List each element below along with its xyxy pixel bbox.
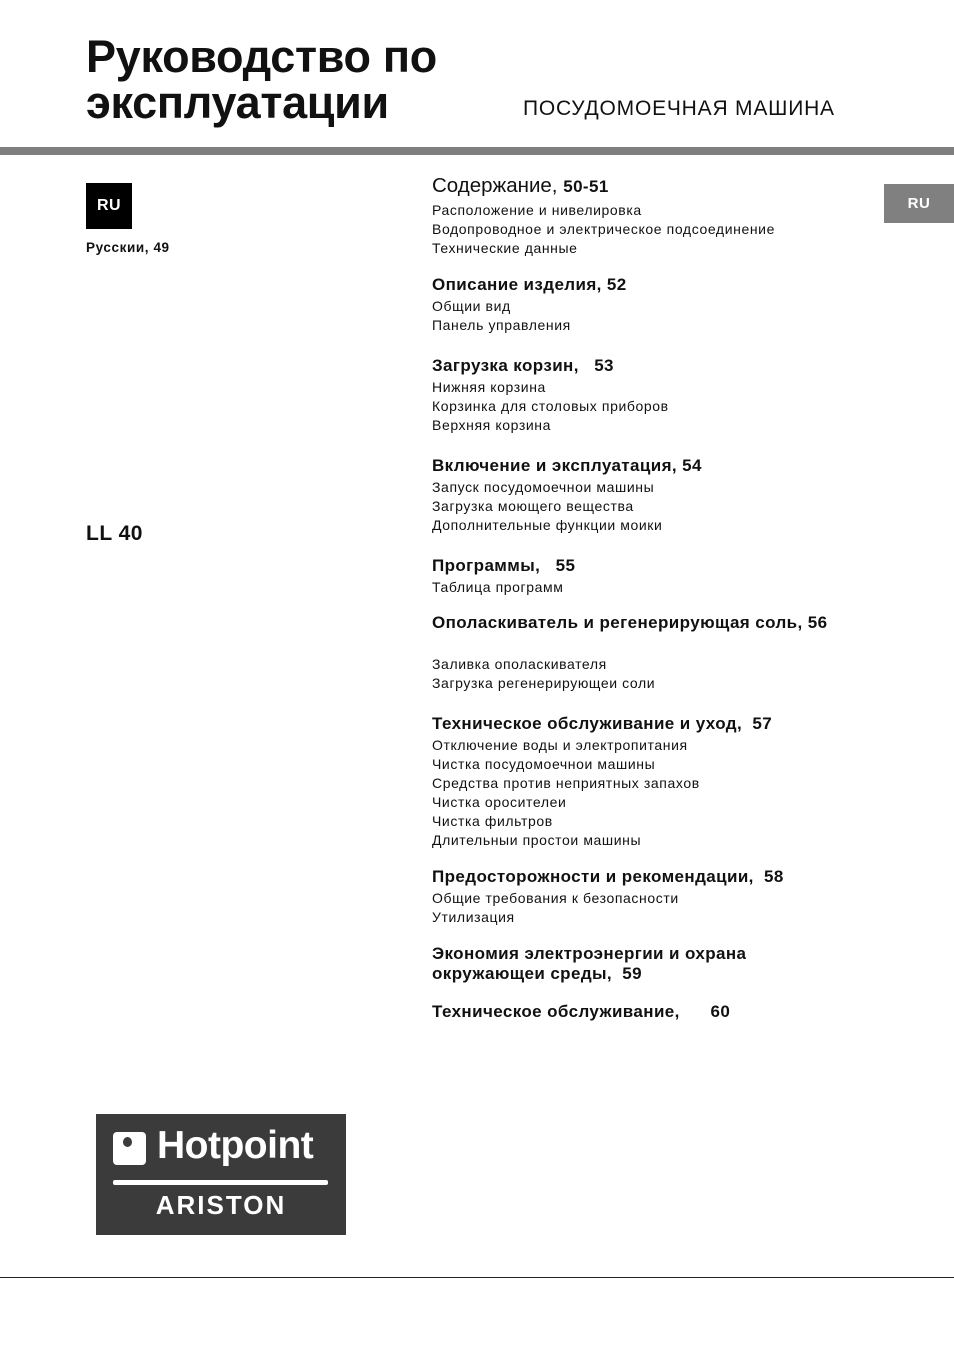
toc-contents-title: Содержание,	[432, 174, 558, 197]
title-line-1: Руководство по	[86, 31, 437, 82]
toc-item: Таблица программ	[432, 579, 564, 595]
header-divider	[0, 147, 954, 155]
toc-section-heading: Программы, 55	[432, 556, 576, 575]
toc-item: Нижняя корзина	[432, 379, 546, 395]
toc-item: Дополнительные функции моики	[432, 517, 663, 533]
toc-section-heading: Ополаскиватель и регенерирующая соль, 56	[432, 613, 828, 632]
toc-item: Чистка посудомоечнои машины	[432, 756, 656, 772]
toc-item: Чистка оросителеи	[432, 794, 567, 810]
toc-item: Заливка ополаскивателя	[432, 656, 607, 672]
logo-brand-bottom: ARISTON	[155, 1190, 287, 1220]
toc-item: Длительныи простои машины	[432, 832, 642, 848]
footer-divider	[0, 1277, 954, 1278]
toc-contents-pages: 50-51	[563, 177, 609, 196]
toc-contents-heading	[432, 176, 852, 197]
title-line-2: эксплуатации	[86, 77, 389, 128]
toc-item: Загрузка моющего вещества	[432, 498, 634, 514]
toc-item: Общие требования к безопасности	[432, 890, 679, 906]
toc-item: Общии вид	[432, 298, 511, 314]
model-number: LL 40	[86, 522, 143, 545]
toc-item: Технические данные	[432, 240, 578, 256]
toc-item: Отключение воды и электропитания	[432, 737, 688, 753]
toc-section-heading: Описание изделия, 52	[432, 275, 627, 294]
brand-logo	[96, 1114, 346, 1235]
toc-section-heading: Предосторожности и рекомендации, 58	[432, 867, 784, 886]
toc-section-heading: Загрузка корзин, 53	[432, 356, 614, 375]
logo-divider	[113, 1180, 328, 1185]
product-type: ПОСУДОМОЕЧНАЯ МАШИНА	[523, 97, 835, 120]
toc-item: Верхняя корзина	[432, 417, 551, 433]
toc-item: Корзинка для столовых приборов	[432, 398, 669, 414]
toc-item: Панель управления	[432, 317, 571, 333]
toc-item: Средства против неприятных запахов	[432, 775, 700, 791]
toc-section-heading: Включение и эксплуатация, 54	[432, 456, 702, 475]
language-tab: RU	[884, 184, 954, 223]
toc-item: Загрузка регенерирующеи соли	[432, 675, 656, 691]
toc-item: Чистка фильтров	[432, 813, 553, 829]
logo-brand-top: Hotpoint	[157, 1124, 314, 1167]
toc-section-heading: Техническое обслуживание, 60	[432, 1002, 731, 1021]
toc-item: Запуск посудомоечнои машины	[432, 479, 655, 495]
hotpoint-mark-icon	[113, 1132, 146, 1165]
document-title	[86, 31, 437, 128]
toc-item: Водопроводное и электрическое подсоединение	[432, 221, 775, 237]
toc-item: Утилизация	[432, 909, 515, 925]
language-page-ref: Русскии, 49	[86, 240, 170, 255]
language-badge: RU	[86, 183, 132, 229]
toc-item: Расположение и нивелировка	[432, 202, 642, 218]
toc-section-heading: Техническое обслуживание и уход, 57	[432, 714, 773, 733]
toc-section-heading: Экономия электроэнергии и охрана окружающеи среды, 59	[432, 944, 752, 983]
